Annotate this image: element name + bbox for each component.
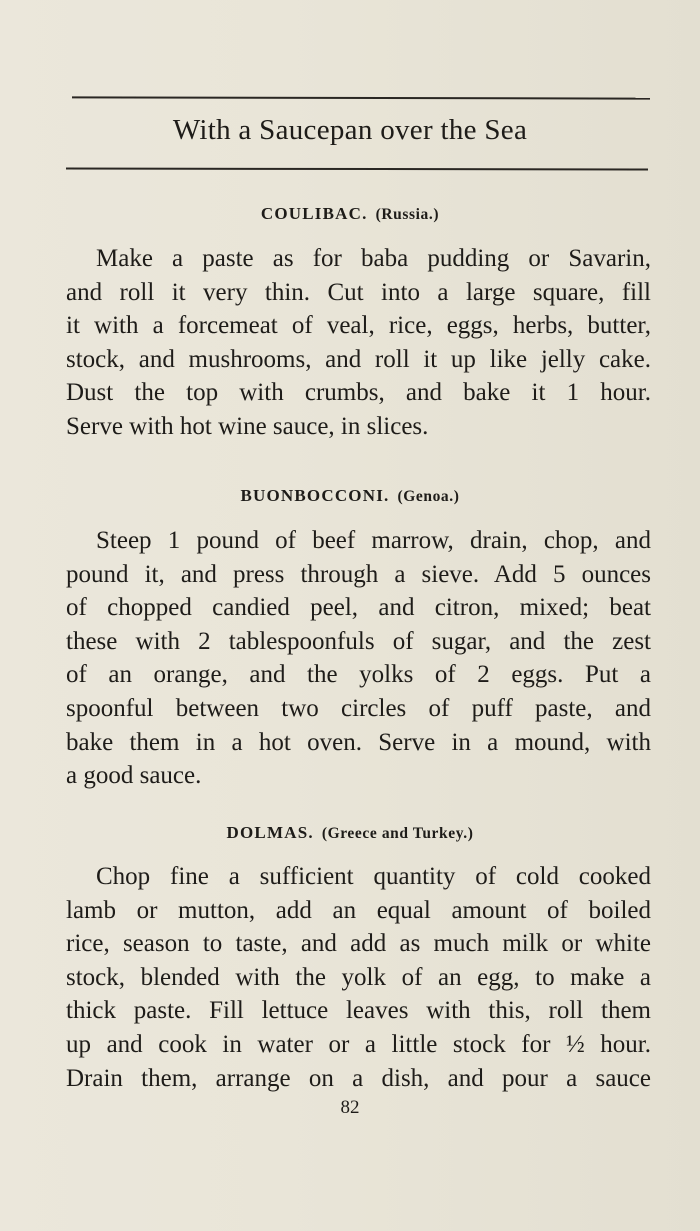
running-head: With a Saucepan over the Sea [172, 114, 528, 146]
text-line: it with a forcemeat of veal, rice, eggs, herbs, butter, [66, 312, 651, 340]
recipe-title-coulibac [0, 204, 700, 224]
header-rule-top [72, 96, 650, 99]
text-line: and roll it very thin. Cut into a large square, fill [66, 278, 651, 306]
text-line: Drain them, arrange on a dish, and pour a sauce [66, 1064, 651, 1092]
text-line: Chop fine a sufficient quantity of cold cooked [96, 863, 651, 890]
text-line: Steep 1 pound of beef marrow, drain, chop, and [96, 527, 651, 554]
text-line: bake them in a hot oven. Serve in a mound, with [66, 728, 651, 756]
recipe-title-dolmas [0, 823, 700, 843]
text-line: stock, and mushrooms, and roll it up like jelly cake. [66, 345, 651, 373]
text-line: of chopped candied peel, and citron, mixed; beat [66, 594, 651, 622]
recipe-title-buonbocconi [0, 486, 700, 506]
text-line: up and cook in water or a little stock for ½ hour. [66, 1030, 651, 1058]
recipe-name: BUONBOCCONI. [240, 486, 390, 505]
text-line: Make a paste as for baba pudding or Savarin, [96, 245, 651, 272]
page-number: 82 [340, 1097, 360, 1118]
recipe-body-buonbocconi [66, 524, 651, 793]
recipe-origin: (Greece and Turkey.) [321, 825, 474, 842]
header-rule-bottom [66, 167, 648, 170]
text-line: of an orange, and the yolks of 2 eggs. Put a [66, 661, 651, 689]
text-line: stock, blended with the yolk of an egg, to make a [66, 963, 651, 991]
text-line: a good sauce. [66, 762, 202, 790]
text-line: Serve with hot wine sauce, in slices. [66, 412, 429, 440]
recipe-body-dolmas [66, 860, 651, 1095]
text-line: thick paste. Fill lettuce leaves with this, roll them [66, 997, 651, 1025]
text-line: Dust the top with crumbs, and bake it 1 hour. [66, 379, 651, 407]
recipe-name: DOLMAS. [226, 823, 314, 842]
text-line: lamb or mutton, add an equal amount of boiled [66, 896, 651, 924]
text-line: pound it, and press through a sieve. Add 5 ounces [66, 560, 651, 588]
text-line: spoonful between two circles of puff paste, and [66, 694, 651, 722]
recipe-name: COULIBAC. [260, 204, 368, 223]
recipe-body-coulibac [66, 242, 651, 444]
recipe-origin: (Genoa.) [397, 488, 460, 505]
text-line: rice, season to taste, and add as much milk or white [66, 930, 651, 958]
recipe-origin: (Russia.) [375, 206, 440, 223]
text-line: these with 2 tablespoonfuls of sugar, and the zest [66, 627, 651, 655]
